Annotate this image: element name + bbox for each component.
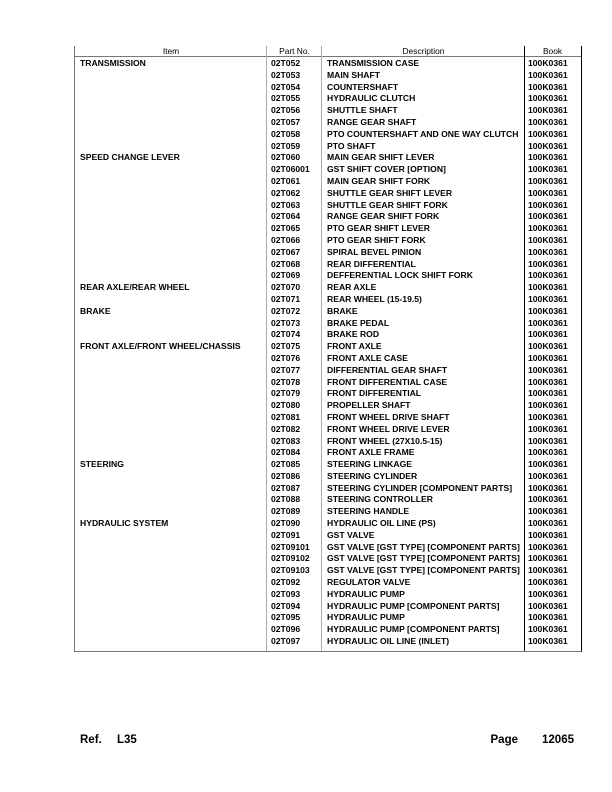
table-row: [75, 341, 581, 353]
item-cell: FRONT AXLE/FRONT WHEEL/CHASSIS: [80, 341, 241, 352]
part-number-cell: 02T09103: [271, 565, 310, 576]
part-number-cell: 02T074: [271, 329, 301, 340]
item-cell: [75, 200, 267, 212]
item-cell: [75, 105, 267, 117]
item-cell: SPEED CHANGE LEVER: [80, 152, 180, 163]
part-number-cell: 02T077: [271, 364, 301, 375]
item-cell: [75, 365, 267, 377]
item-cell: [75, 93, 267, 105]
part-number-cell: 02T055: [271, 93, 301, 104]
book-cell: 100K0361: [528, 199, 568, 210]
book-cell: 100K0361: [528, 93, 568, 104]
book-cell: 100K0361: [528, 223, 568, 234]
description-cell: RANGE GEAR SHAFT: [327, 116, 417, 127]
table-row: [75, 141, 581, 153]
item-cell: TRANSMISSION: [80, 58, 146, 68]
table-row: [75, 117, 581, 129]
description-cell: FRONT AXLE CASE: [327, 352, 408, 363]
description-cell: PTO GEAR SHIFT FORK: [327, 234, 426, 245]
book-cell: 100K0361: [528, 411, 568, 422]
item-cell: [75, 553, 267, 565]
part-number-cell: 02T06001: [271, 164, 310, 175]
part-number-cell: 02T080: [271, 400, 301, 411]
description-cell: GST VALVE [GST TYPE] [COMPONENT PARTS]: [327, 565, 520, 576]
book-cell: 100K0361: [528, 400, 568, 411]
book-cell: 100K0361: [528, 636, 568, 647]
book-cell: 100K0361: [528, 518, 568, 529]
book-cell: 100K0361: [528, 600, 568, 611]
table-row: [75, 247, 581, 259]
part-number-cell: 02T095: [271, 612, 301, 623]
book-cell: 100K0361: [528, 128, 568, 139]
description-cell: REAR DIFFERENTIAL: [327, 258, 416, 269]
part-number-cell: 02T057: [271, 116, 301, 127]
item-cell: [75, 82, 267, 94]
description-cell: STEERING HANDLE: [327, 506, 410, 517]
item-cell: [75, 329, 267, 341]
table-row: [75, 601, 581, 613]
book-cell: 100K0361: [528, 435, 568, 446]
table-row: [75, 353, 581, 365]
table-header: [75, 46, 581, 57]
item-cell: [75, 412, 267, 424]
item-cell: [75, 424, 267, 436]
table-row: [75, 306, 581, 318]
description-cell: FRONT DIFFERENTIAL: [327, 388, 422, 399]
description-cell: BRAKE PEDAL: [327, 317, 390, 328]
table-row: [75, 93, 581, 105]
table-row: [75, 388, 581, 400]
table-row: [75, 483, 581, 495]
book-cell: 100K0361: [528, 447, 568, 458]
part-number-cell: 02T058: [271, 128, 301, 139]
part-number-cell: 02T09101: [271, 541, 310, 552]
book-cell: 100K0361: [528, 506, 568, 517]
description-cell: STEERING CYLINDER [COMPONENT PARTS]: [327, 482, 513, 493]
description-cell: PTO SHAFT: [327, 140, 376, 151]
book-cell: 100K0361: [528, 270, 568, 281]
item-cell: [75, 176, 267, 188]
item-cell: REAR AXLE/REAR WHEEL: [80, 282, 190, 293]
table-row: [75, 70, 581, 82]
part-number-cell: 02T070: [271, 282, 301, 293]
table-row: [75, 152, 581, 164]
item-cell: [75, 223, 267, 235]
part-number-cell: 02T092: [271, 577, 301, 588]
table-row: [75, 211, 581, 223]
book-cell: 100K0361: [528, 152, 568, 163]
book-cell: 100K0361: [528, 388, 568, 399]
part-number-cell: 02T066: [271, 234, 301, 245]
table-row: [75, 270, 581, 282]
item-cell: [75, 612, 267, 624]
description-cell: PTO COUNTERSHAFT AND ONE WAY CLUTCH: [327, 128, 519, 139]
column-divider: [321, 46, 322, 651]
column-divider: [266, 46, 267, 651]
table-row: [75, 436, 581, 448]
item-cell: [75, 188, 267, 200]
book-cell: 100K0361: [528, 81, 568, 92]
description-cell: GST VALVE [GST TYPE] [COMPONENT PARTS]: [327, 553, 520, 564]
item-cell: [75, 318, 267, 330]
table-row: [75, 447, 581, 459]
part-number-cell: 02T093: [271, 588, 301, 599]
part-number-cell: 02T061: [271, 175, 301, 186]
description-cell: REGULATOR VALVE: [327, 577, 411, 588]
book-cell: 100K0361: [528, 140, 568, 151]
part-number-cell: 02T076: [271, 352, 301, 363]
book-cell: 100K0361: [528, 282, 568, 293]
table-row: [75, 176, 581, 188]
description-cell: STEERING LINKAGE: [327, 459, 412, 470]
table-row: [75, 282, 581, 294]
ref-value: L35: [117, 734, 137, 746]
header-part-no: Part No.: [279, 46, 310, 56]
part-number-cell: 02T087: [271, 482, 301, 493]
item-cell: STEERING: [80, 459, 124, 470]
table-row: [75, 565, 581, 577]
book-cell: 100K0361: [528, 234, 568, 245]
table-row: [75, 200, 581, 212]
part-number-cell: 02T075: [271, 341, 301, 352]
description-cell: REAR WHEEL (15-19.5): [327, 293, 422, 304]
description-cell: FRONT WHEEL (27X10.5-15): [327, 435, 443, 446]
item-cell: [75, 542, 267, 554]
book-cell: 100K0361: [528, 376, 568, 387]
description-cell: MAIN GEAR SHIFT FORK: [327, 175, 431, 186]
parts-table: [74, 46, 582, 652]
book-cell: 100K0361: [528, 164, 568, 175]
ref-label: Ref.: [80, 734, 102, 746]
item-cell: [75, 471, 267, 483]
table-row: [75, 235, 581, 247]
description-cell: HYDRAULIC OIL LINE (PS): [327, 518, 436, 529]
book-cell: 100K0361: [528, 293, 568, 304]
book-cell: 100K0361: [528, 258, 568, 269]
header-description: Description: [402, 46, 445, 56]
description-cell: STEERING CONTROLLER: [327, 494, 433, 505]
item-cell: [75, 447, 267, 459]
item-cell: [75, 377, 267, 389]
part-number-cell: 02T089: [271, 506, 301, 517]
book-cell: 100K0361: [528, 352, 568, 363]
table-row: [75, 542, 581, 554]
item-cell: [75, 141, 267, 153]
description-cell: MAIN GEAR SHIFT LEVER: [327, 152, 435, 163]
part-number-cell: 02T082: [271, 423, 301, 434]
part-number-cell: 02T053: [271, 69, 301, 80]
book-cell: 100K0361: [528, 494, 568, 505]
item-cell: [75, 235, 267, 247]
table-row: [75, 400, 581, 412]
item-cell: [75, 506, 267, 518]
table-row: [75, 129, 581, 141]
part-number-cell: 02T060: [271, 152, 301, 163]
description-cell: HYDRAULIC PUMP: [327, 588, 405, 599]
book-cell: 100K0361: [528, 58, 568, 68]
table-row: [75, 58, 581, 70]
part-number-cell: 02T056: [271, 105, 301, 116]
description-cell: SHUTTLE SHAFT: [327, 105, 398, 116]
book-cell: 100K0361: [528, 187, 568, 198]
part-number-cell: 02T079: [271, 388, 301, 399]
item-cell: [75, 483, 267, 495]
table-row: [75, 318, 581, 330]
header-item: Item: [162, 46, 180, 56]
item-cell: [75, 636, 267, 648]
book-cell: 100K0361: [528, 246, 568, 257]
part-number-cell: 02T072: [271, 305, 301, 316]
book-cell: 100K0361: [528, 317, 568, 328]
book-cell: 100K0361: [528, 423, 568, 434]
item-cell: [75, 530, 267, 542]
item-cell: [75, 117, 267, 129]
description-cell: FRONT DIFFERENTIAL CASE: [327, 376, 448, 387]
part-number-cell: 02T052: [271, 58, 301, 68]
table-row: [75, 459, 581, 471]
part-number-cell: 02T088: [271, 494, 301, 505]
table-row: [75, 577, 581, 589]
description-cell: MAIN SHAFT: [327, 69, 380, 80]
description-cell: HYDRAULIC CLUTCH: [327, 93, 416, 104]
book-cell: 100K0361: [528, 565, 568, 576]
part-number-cell: 02T086: [271, 470, 301, 481]
description-cell: HYDRAULIC PUMP [COMPONENT PARTS]: [327, 600, 500, 611]
book-cell: 100K0361: [528, 624, 568, 635]
item-cell: [75, 259, 267, 271]
table-row: [75, 424, 581, 436]
item-cell: [75, 247, 267, 259]
description-cell: BRAKE: [327, 305, 358, 316]
table-row: [75, 294, 581, 306]
item-cell: [75, 164, 267, 176]
table-row: [75, 589, 581, 601]
book-cell: 100K0361: [528, 553, 568, 564]
description-cell: SHUTTLE GEAR SHIFT LEVER: [327, 187, 453, 198]
page-label: Page: [490, 734, 518, 746]
item-cell: BRAKE: [80, 305, 111, 316]
part-number-cell: 02T054: [271, 81, 301, 92]
part-number-cell: 02T081: [271, 411, 301, 422]
part-number-cell: 02T067: [271, 246, 301, 257]
table-row: [75, 188, 581, 200]
table-row: [75, 365, 581, 377]
description-cell: SPIRAL BEVEL PINION: [327, 246, 422, 257]
description-cell: STEERING CYLINDER: [327, 470, 418, 481]
part-number-cell: 02T065: [271, 223, 301, 234]
header-book: Book: [542, 46, 563, 56]
description-cell: PROPELLER SHAFT: [327, 400, 411, 411]
table-row: [75, 506, 581, 518]
description-cell: FRONT AXLE FRAME: [327, 447, 415, 458]
part-number-cell: 02T094: [271, 600, 301, 611]
item-cell: [75, 624, 267, 636]
table-body: [75, 57, 581, 651]
book-cell: 100K0361: [528, 211, 568, 222]
item-cell: [75, 294, 267, 306]
book-cell: 100K0361: [528, 459, 568, 470]
book-cell: 100K0361: [528, 470, 568, 481]
part-number-cell: 02T090: [271, 518, 301, 529]
item-cell: [75, 565, 267, 577]
table-row: [75, 471, 581, 483]
table-row: [75, 412, 581, 424]
item-cell: [75, 494, 267, 506]
book-cell: 100K0361: [528, 329, 568, 340]
page-number: 12065: [542, 734, 574, 746]
description-cell: GST VALVE: [327, 529, 375, 540]
book-cell: 100K0361: [528, 69, 568, 80]
description-cell: GST VALVE [GST TYPE] [COMPONENT PARTS]: [327, 541, 520, 552]
part-number-cell: 02T09102: [271, 553, 310, 564]
description-cell: TRANSMISSION CASE: [327, 58, 420, 68]
item-cell: [75, 400, 267, 412]
description-cell: REAR AXLE: [327, 282, 377, 293]
description-cell: FRONT AXLE: [327, 341, 382, 352]
book-cell: 100K0361: [528, 341, 568, 352]
table-row: [75, 377, 581, 389]
item-cell: [75, 270, 267, 282]
part-number-cell: 02T064: [271, 211, 301, 222]
column-divider: [524, 46, 525, 651]
description-cell: COUNTERSHAFT: [327, 81, 399, 92]
part-number-cell: 02T068: [271, 258, 301, 269]
part-number-cell: 02T097: [271, 636, 301, 647]
item-cell: [75, 601, 267, 613]
table-row: [75, 624, 581, 636]
item-cell: [75, 129, 267, 141]
part-number-cell: 02T062: [271, 187, 301, 198]
description-cell: BRAKE ROD: [327, 329, 380, 340]
part-number-cell: 02T096: [271, 624, 301, 635]
item-cell: [75, 589, 267, 601]
description-cell: FRONT WHEEL DRIVE LEVER: [327, 423, 450, 434]
item-cell: HYDRAULIC SYSTEM: [80, 518, 169, 529]
book-cell: 100K0361: [528, 529, 568, 540]
part-number-cell: 02T085: [271, 459, 301, 470]
book-cell: 100K0361: [528, 482, 568, 493]
book-cell: 100K0361: [528, 577, 568, 588]
table-row: [75, 259, 581, 271]
item-cell: [75, 353, 267, 365]
book-cell: 100K0361: [528, 364, 568, 375]
item-cell: [75, 211, 267, 223]
description-cell: SHUTTLE GEAR SHIFT FORK: [327, 199, 448, 210]
description-cell: GST SHIFT COVER [OPTION]: [327, 164, 446, 175]
description-cell: PTO GEAR SHIFT LEVER: [327, 223, 430, 234]
table-row: [75, 105, 581, 117]
book-cell: 100K0361: [528, 612, 568, 623]
description-cell: DIFFERENTIAL GEAR SHAFT: [327, 364, 448, 375]
table-row: [75, 530, 581, 542]
book-cell: 100K0361: [528, 175, 568, 186]
book-cell: 100K0361: [528, 305, 568, 316]
table-row: [75, 553, 581, 565]
table-row: [75, 329, 581, 341]
description-cell: HYDRAULIC PUMP: [327, 612, 405, 623]
page-footer: [80, 733, 574, 747]
book-cell: 100K0361: [528, 105, 568, 116]
item-cell: [75, 388, 267, 400]
description-cell: FRONT WHEEL DRIVE SHAFT: [327, 411, 450, 422]
table-row: [75, 223, 581, 235]
part-number-cell: 02T091: [271, 529, 301, 540]
description-cell: HYDRAULIC OIL LINE (INLET): [327, 636, 450, 647]
description-cell: HYDRAULIC PUMP [COMPONENT PARTS]: [327, 624, 500, 635]
book-cell: 100K0361: [528, 116, 568, 127]
book-cell: 100K0361: [528, 541, 568, 552]
part-number-cell: 02T069: [271, 270, 301, 281]
part-number-cell: 02T083: [271, 435, 301, 446]
book-cell: 100K0361: [528, 588, 568, 599]
table-row: [75, 494, 581, 506]
table-row: [75, 518, 581, 530]
description-cell: DEFFERENTIAL LOCK SHIFT FORK: [327, 270, 473, 281]
part-number-cell: 02T059: [271, 140, 301, 151]
item-cell: [75, 70, 267, 82]
table-row: [75, 636, 581, 648]
part-number-cell: 02T078: [271, 376, 301, 387]
item-cell: [75, 577, 267, 589]
table-row: [75, 82, 581, 94]
part-number-cell: 02T084: [271, 447, 301, 458]
table-row: [75, 164, 581, 176]
item-cell: [75, 436, 267, 448]
description-cell: RANGE GEAR SHIFT FORK: [327, 211, 440, 222]
part-number-cell: 02T073: [271, 317, 301, 328]
table-row: [75, 612, 581, 624]
part-number-cell: 02T071: [271, 293, 301, 304]
part-number-cell: 02T063: [271, 199, 301, 210]
